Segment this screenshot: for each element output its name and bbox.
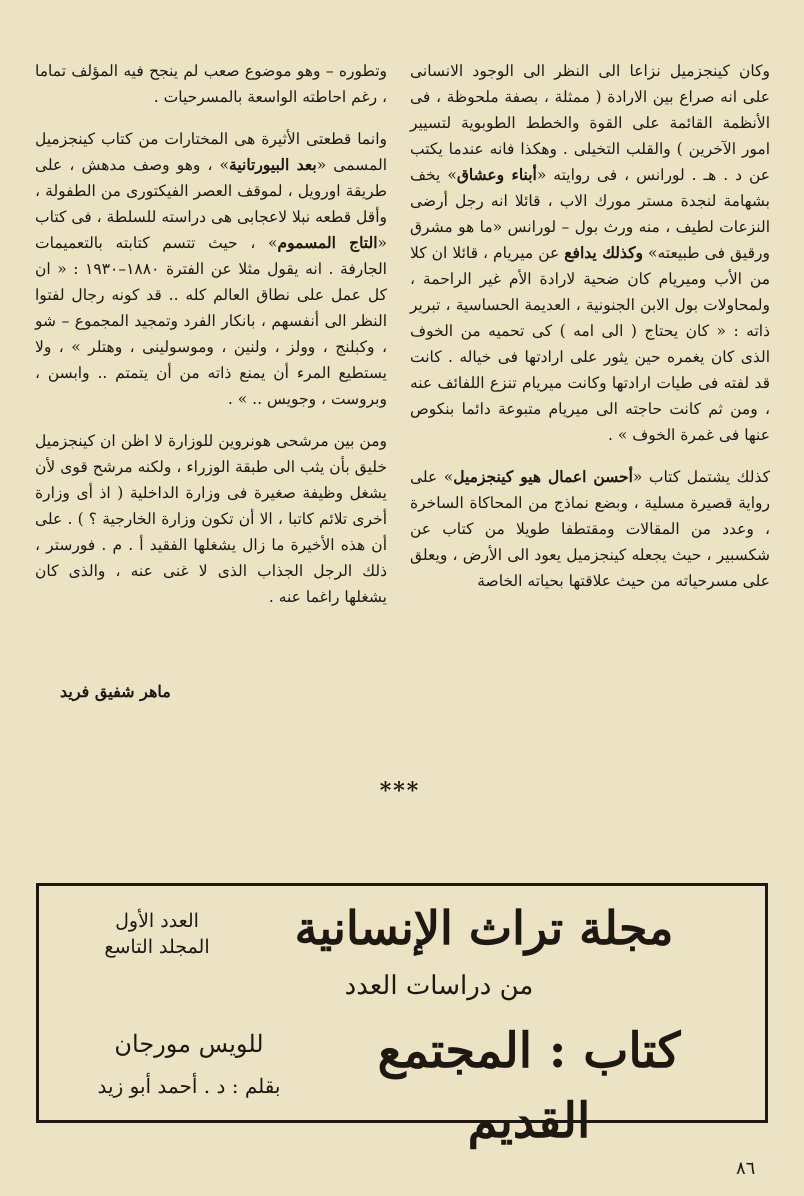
magazine-advertisement [36, 883, 768, 1149]
ad-book-title: كتاب : المجتمع القديم [377, 1023, 681, 1149]
article-left-column [35, 58, 387, 610]
article-author: ماهر شفيق فريد [60, 682, 171, 701]
paragraph: كذلك يشتمل كتاب «أحسن اعمال هيو كينجزميل» على رواية قصيرة مسلية ، وبضع نماذج من المحاكاة الساخرة ، وعدد من المقالات ومقتطفا طويلا من كتاب عن شكسبير ، حيث يجعله كينجزميل يعود الى الأرض ، ويعلق على مسرحياته من حيث علاقتها بحياته الخاصة [410, 467, 770, 590]
ad-issue-info [67, 908, 247, 960]
paragraph: ومن بين مرشحى هونروين للوزارة لا اظن ان كينجزميل خليق بأن يثب الى طبقة الوزراء ، ولكنه مرشح قوى لأن يشغل وظيفة صغيرة فى وزارة الداخلية ( اذ أى وزارة أخرى تلائم كاتبا ، الا أن تكون وزارة الخارجية ؟ ) . على أن هذه الأخيرة ما زال يشغلها الفقيد أ . م . فورستر ، ذلك الرجل الجذاب الذى لا غنى عنه ، والذى كان يشغلها راغما عنه . [35, 432, 387, 606]
paragraph: وانما قطعتى الأثيرة هى المختارات من كتاب كينجزميل المسمى «بعد البيورتانية» ، وهو وصف مدهش ، على طريقة اورويل ، لموقف العصر الفيكتورى من الطفولة ، وأقل قطعه نبلا لاعجابى هى دراسته للسلطة ، فى كتاب «التاج المسموم» ، حيث تتسم كتابته بالتعميمات الجارفة . انه يقول مثلا عن الفترة ١٨٨٠–١٩٣٠ : « ان كل عمل على نطاق العالم كله .. قد كونه رجال لفتوا النظر الى أنفسهم ، بانكار الفرد وتمجيد المجموع – شو ، وكبلنج ، وولز ، ولنين ، وموسولينى ، وهتلر » ، ولا يستطيع المرء أن يمنع ذاته من أن يتمتم .. وابسن ، وبروست ، وجويس .. » . [35, 130, 387, 408]
paragraph: وتطوره – وهو موضوع صعب لم ينجح فيه المؤلف تماما ، رغم احاطته الواسعة بالمسرحيات . [35, 62, 387, 106]
ad-magazine-title: مجلة تراث الإنسانية [294, 901, 674, 955]
ad-subtitle: من دراسات العدد [344, 971, 534, 1001]
ad-book-author: للويس مورجان [114, 1030, 264, 1058]
article-right-column [410, 58, 770, 594]
page-number: ٨٦ [736, 1158, 756, 1179]
ad-issue-number: العدد الأول [115, 910, 199, 932]
book-title: بعد البيورتانية [229, 155, 317, 174]
ad-volume-number: المجلد التاسع [104, 936, 210, 958]
book-title: أحسن اعمال هيو كينجزميل [453, 467, 633, 486]
paragraph: وكان كينجزميل نزاعا الى النظر الى الوجود الانسانى على انه صراع بين الارادة ( ممثلة ، بصفة ملحوظة ، فى الأنظمة القائمة على القوة والخطط الطوبوية لتسيير امور الآخرين ) والقلب التخيلى . وهكذا فانه عندما يكتب عن د . هـ . لورانس ، فى روايته «أبناء وعشاق» يخف بشهامة لنجدة مستر مورك الاب ، قائلا انه رجل أرضى النزعات لطيف ، منه ورث بول – لورانس «ما هو مشرق ورقيق فى طبيعته» وكذلك يدافع عن ميريام ، قائلا ان كلا من الأب وميريام كان ضحية لارادة الأم غير الراحمة ، ولمحاولات بول الابن الجنونية ، العديمة الحساسية ، تبرير ذاته : « كان يحتاج ( الى امه ) كى تحميه من الخوف الذى كان يغمره حين يثور على ارادتها فى خياله . كانت قد لفته فى طيات ارادتها وكانت ميريام تنزع اللفائف عنه ، ومن ثم كانت حاجته الى ميريام متبوعة دائما بنكوص عنها فى غمرة الخوف » . [410, 62, 770, 444]
ad-translator: بقلم : د . أحمد أبو زيد [97, 1074, 281, 1098]
book-title: أبناء وعشاق [456, 165, 537, 184]
emphasis: وكذلك يدافع [564, 243, 643, 262]
section-divider: *** [379, 778, 421, 804]
book-title: التاج المسموم [277, 233, 378, 252]
